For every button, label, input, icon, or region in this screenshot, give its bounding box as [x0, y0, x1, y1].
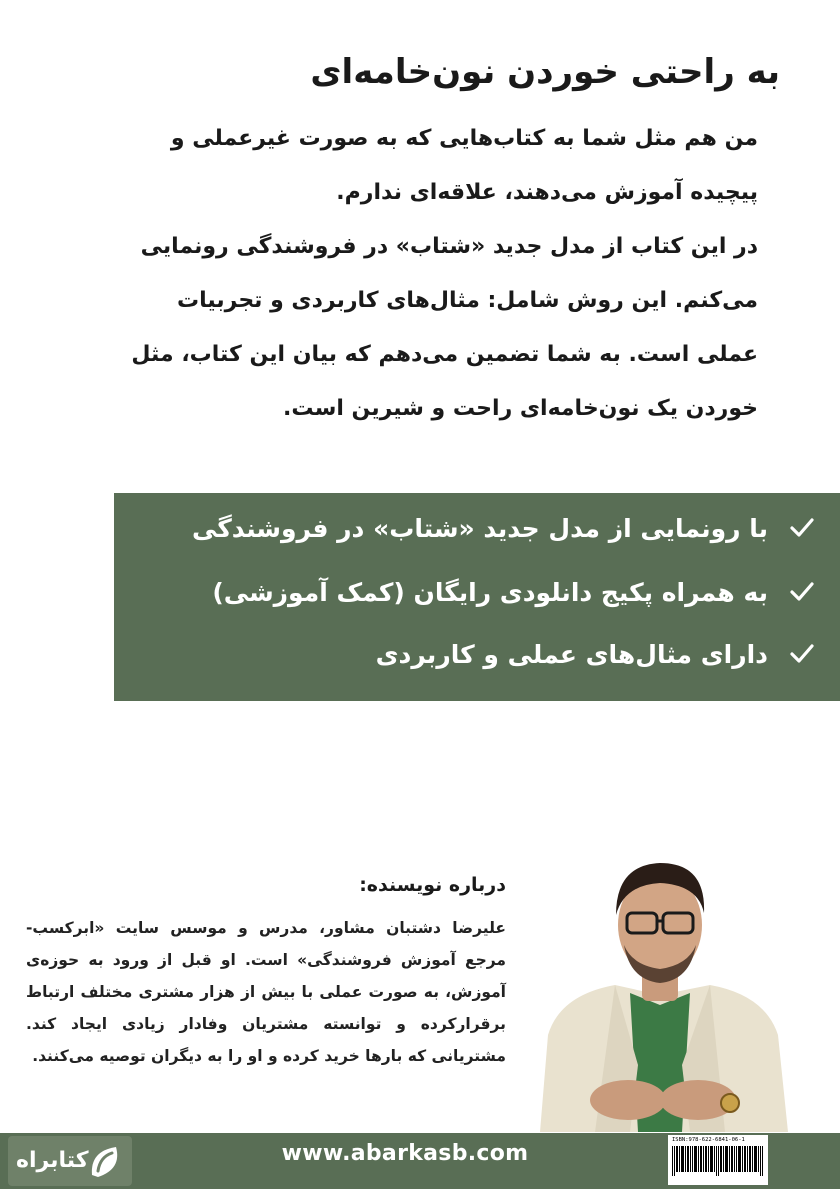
intro-paragraph-2: در این کتاب از مدل جدید «شتاب» در فروشندگی رونمایی می‌کنم. این روش شامل: مثال‌های کاربردی و تجربیات عملی است. به شما تضمین می‌دهم که بیان این کتاب، مثل خوردن یک نون‌خامه‌ای راحت و شیرین است. [131, 234, 758, 421]
intro-paragraph-1: من هم مثل شما به کتاب‌هایی که به صورت غیرعملی و پیچیده آموزش می‌دهند، علاقه‌ای ندارم. [170, 126, 758, 205]
page-title: به راحتی خوردن نون‌خامه‌ای [310, 52, 780, 92]
feature-item-1 [182, 513, 822, 543]
about-author-text: علیرضا دشتبان مشاور، مدرس و موسس سایت «ابرکسب- مرجع آموزش فروشندگی» است. او قبل از ورود به حوزه‌ی آموزش، به صورت عملی با بیش از هزار مشتری مختلف ارتباط برقرارکرده و توانسته مشتریان وفادار زیادی ایجاد کند. مشتریانی که بارها خرید کرده و او را به دیگران توصیه می‌کنند. [26, 919, 506, 1065]
about-author-title: درباره نویسنده: [359, 874, 506, 896]
barcode [672, 1146, 764, 1176]
isbn-text: ISBN:978-622-6841-06-1 [672, 1137, 745, 1143]
feature-item-3 [182, 639, 822, 669]
ketabrah-logo-icon [86, 1141, 126, 1181]
check-icon [782, 513, 822, 543]
author-portrait [520, 845, 800, 1132]
check-icon [782, 639, 822, 669]
check-icon [782, 577, 822, 607]
intro-text [128, 112, 758, 436]
publisher-logo-text: کتابراه [16, 1148, 89, 1173]
feature-text-1: با رونمایی از مدل جدید «شتاب» در فروشندگی [191, 513, 768, 543]
feature-item-2 [182, 577, 822, 607]
features-box [114, 493, 840, 701]
feature-text-2: به همراه پکیج دانلودی رایگان (کمک آموزشی) [212, 577, 768, 607]
feature-text-3: دارای مثال‌های عملی و کاربردی [375, 639, 768, 669]
website-url: www.abarkasb.com [281, 1141, 529, 1166]
